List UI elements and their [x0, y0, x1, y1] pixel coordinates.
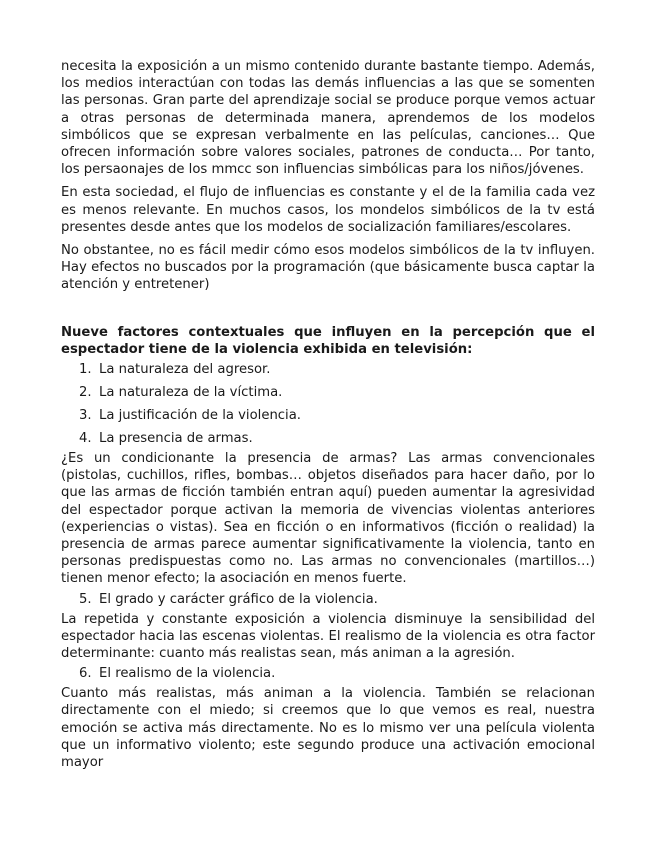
section-heading: Nueve factores contextuales que influyen en la percepción que el espectador tiene de la violencia exhibida en televisión:: [61, 324, 595, 357]
paragraph-realism: Cuanto más realistas, más animan a la violencia. También se relacionan directamente con el miedo; si creemos que lo que vemos es real, nuestra emoción se activa más directamente. No es lo mismo ver una película violenta que un informativo violento; este segundo produce una activación emocional mayor: [61, 686, 595, 771]
paragraph-weapons: ¿Es un condicionante la presencia de armas? Las armas convencionales (pistolas, cuchillos, rifles, bombas… objetos diseñados para hacer daño, por lo que las armas de ficción también entran aquí) pueden aumentar la agresividad del espectador porque activan la memoria de vivencias violentas anteriores (experiencias o vistas). Sea en ficción o en informativos (ficción o realidad) la presencia de armas parece aumentar significativamente la violencia, tanto en personas predispuestas como no. Las armas no convencionales (martillos…) tienen menor efecto; la asociación en menos fuerte.: [61, 451, 595, 587]
list-item: [61, 588, 595, 611]
list-item-text: La naturaleza del agresor.: [99, 362, 271, 378]
paragraph-measuring-effects: No obstantee, no es fácil medir cómo esos modelos simbólicos de la tv influyen. Hay efectos no buscados por la programación (que básicamente busca captar la atención y entretener): [61, 243, 595, 293]
list-item-text: El realismo de la violencia.: [99, 666, 276, 682]
list-number: 4.: [79, 431, 92, 447]
paragraph-influence-flow: En esta sociedad, el flujo de influencias es constante y el de la familia cada vez es menos relevante. En muchos casos, los mondelos simbólicos de la tv está presentes desde antes que los modelos de socialización familiares/escolares.: [61, 185, 595, 235]
document-page: [61, 58, 595, 771]
list-number: 6.: [79, 666, 92, 682]
factor-list-3: [61, 662, 595, 685]
list-item-text: La justificación de la violencia.: [99, 408, 301, 424]
list-item: [61, 381, 595, 404]
list-item: [61, 662, 595, 685]
list-item: [61, 404, 595, 427]
factor-list-2: [61, 588, 595, 611]
list-item-text: El grado y carácter gráfico de la violencia.: [99, 591, 378, 607]
paragraph-social-learning: necesita la exposición a un mismo contenido durante bastante tiempo. Además, los medios interactúan con todas las demás influencias a las que se somenten las personas. Gran parte del aprendizaje social se produce porque vemos actuar a otras personas de determinada manera, aprendemos de los modelos simbólicos que se expresan verbalmente en las películas, canciones… Que ofrecen información sobre valores sociales, patrones de conducta… Por tanto, los persaonajes de los mmcc son influencias simbólicas para los niños/jóvenes.: [61, 59, 595, 178]
list-number: 5.: [79, 591, 92, 607]
list-item-text: La naturaleza de la víctima.: [99, 385, 283, 401]
list-item: [61, 358, 595, 381]
list-number: 3.: [79, 408, 92, 424]
factor-list-1: [61, 358, 595, 450]
list-number: 2.: [79, 385, 92, 401]
list-item: [61, 427, 595, 450]
paragraph-repeated-exposure: La repetida y constante exposición a violencia disminuye la sensibilidad del espectador hacia las escenas violentas. El realismo de la violencia es otra factor determinante: cuanto más realistas sean, más animan a la agresión.: [61, 611, 595, 662]
list-item-text: La presencia de armas.: [99, 431, 253, 447]
list-number: 1.: [79, 362, 92, 378]
